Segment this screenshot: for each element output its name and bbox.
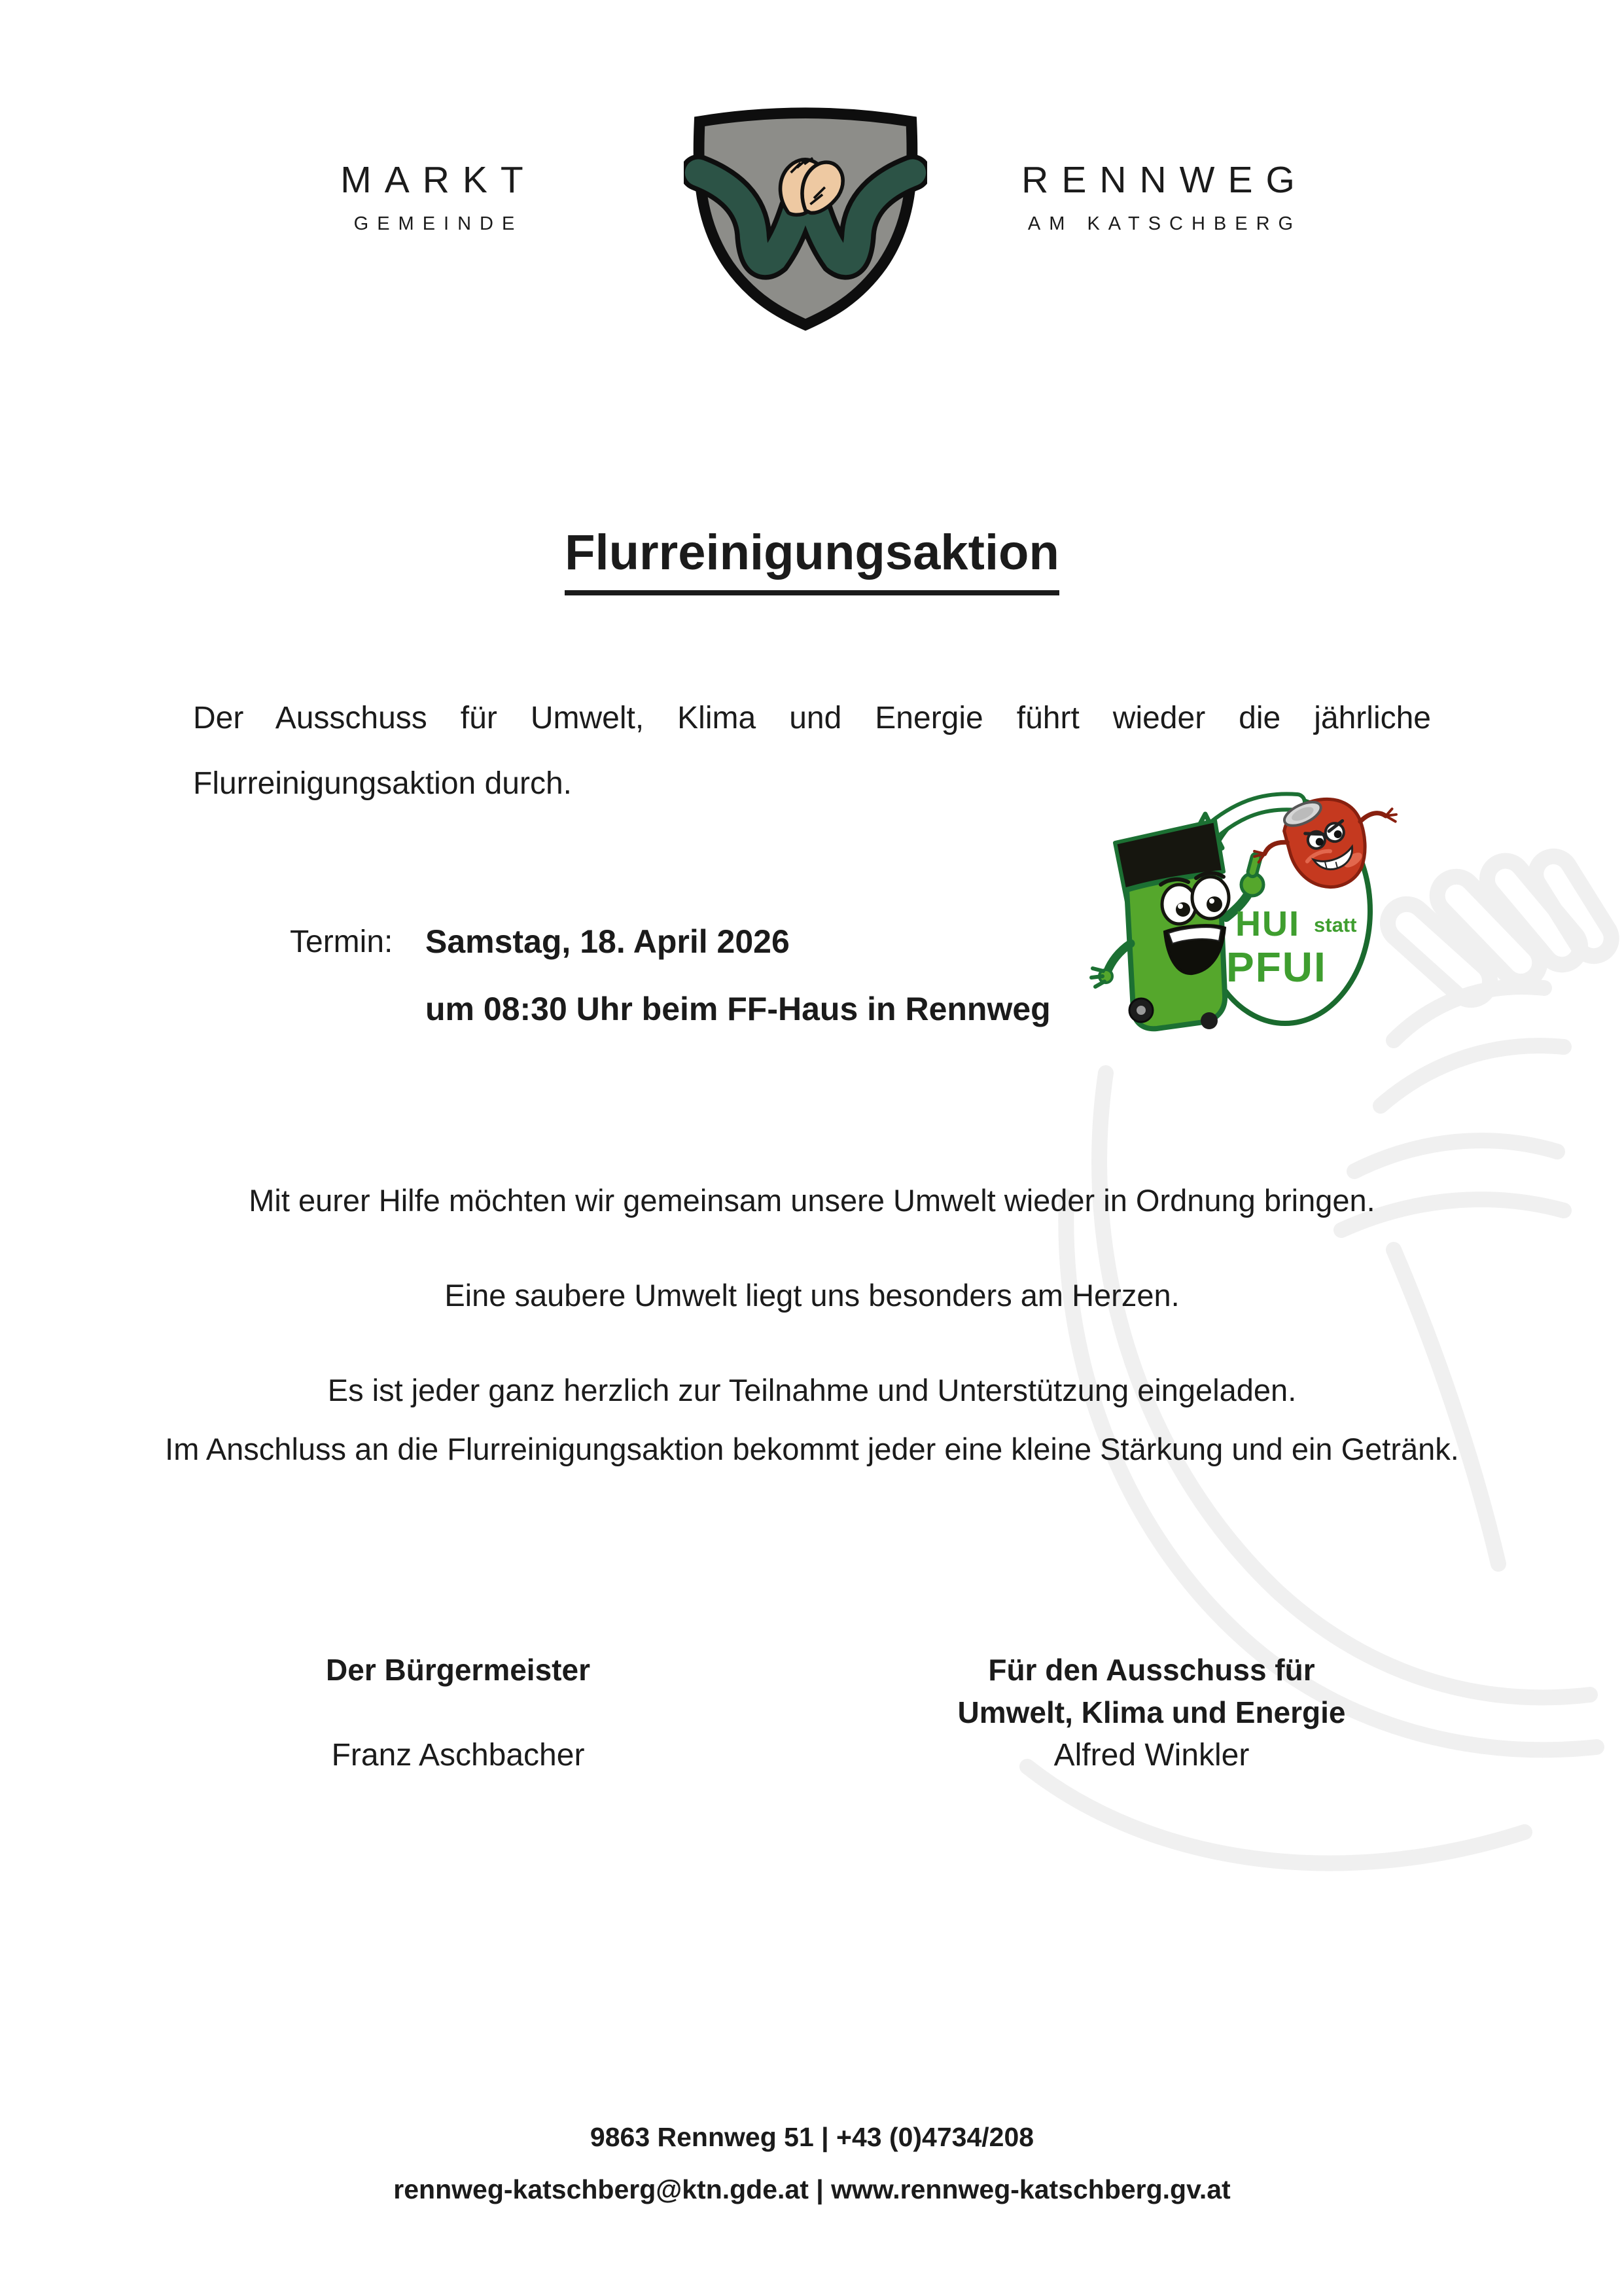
signature-block-committee: [838, 1649, 1466, 1776]
mayor-name: Franz Aschbacher: [331, 1738, 585, 1773]
footer-email-website: rennweg-katschberg@ktn.gde.at | www.rennweg-katschberg.gv.at: [393, 2174, 1231, 2204]
committee-role-line1: Für den Ausschuss für: [988, 1653, 1315, 1687]
body-paragraph-1: Mit eurer Hilfe möchten wir gemeinsam unsere Umwelt wieder in Ordnung bringen.: [249, 1183, 1375, 1218]
org-name-right-line2: AM KATSCHBERG: [1027, 213, 1302, 234]
mayor-role: Der Bürgermeister: [326, 1653, 590, 1687]
body-paragraph-4: Im Anschluss an die Flurreinigungsaktion bekommt jeder eine kleine Stärkung und ein Getränk.: [165, 1432, 1459, 1466]
intro-paragraph: Der Ausschuss für Umwelt, Klima und Energie führt wieder die jährliche Flurreinigungsaktion durch.: [193, 701, 1431, 801]
org-name-left-line2: GEMEINDE: [353, 213, 523, 234]
committee-name: Alfred Winkler: [1053, 1738, 1250, 1773]
termin-label: Termin:: [290, 925, 393, 959]
body-paragraph-2: Eine saubere Umwelt liegt uns besonders am Herzen.: [444, 1278, 1180, 1313]
org-name-right: [1011, 157, 1318, 237]
logo-word-pfui: PFUI: [1226, 944, 1327, 991]
termin-details: [425, 908, 1051, 1043]
page-title: [0, 523, 1624, 595]
signature-block-mayor: [193, 1649, 723, 1776]
termin-place: um 08:30 Uhr beim FF-Haus in Rennweg: [425, 991, 1051, 1027]
logo-word-hui: HUI: [1235, 904, 1300, 944]
municipal-crest-icon: [684, 97, 927, 332]
signature-gap: [193, 1691, 723, 1734]
org-name-left: [294, 157, 582, 237]
footer: [0, 2111, 1624, 2216]
org-name-right-line1: RENNWEG: [1021, 159, 1308, 201]
org-name-left-line1: MARKT: [340, 159, 537, 201]
logo-word-statt: statt: [1314, 913, 1357, 936]
page-title-text: Flurreinigungsaktion: [565, 523, 1059, 595]
body-paragraph-3: Es ist jeder ganz herzlich zur Teilnahme und Unterstützung eingeladen.: [327, 1373, 1297, 1407]
termin-date: Samstag, 18. April 2026: [425, 923, 790, 960]
hui-statt-pfui-logo: [1081, 780, 1403, 1033]
committee-role-line2: Umwelt, Klima und Energie: [957, 1695, 1346, 1729]
footer-address-phone: 9863 Rennweg 51 | +43 (0)4734/208: [590, 2122, 1034, 2152]
